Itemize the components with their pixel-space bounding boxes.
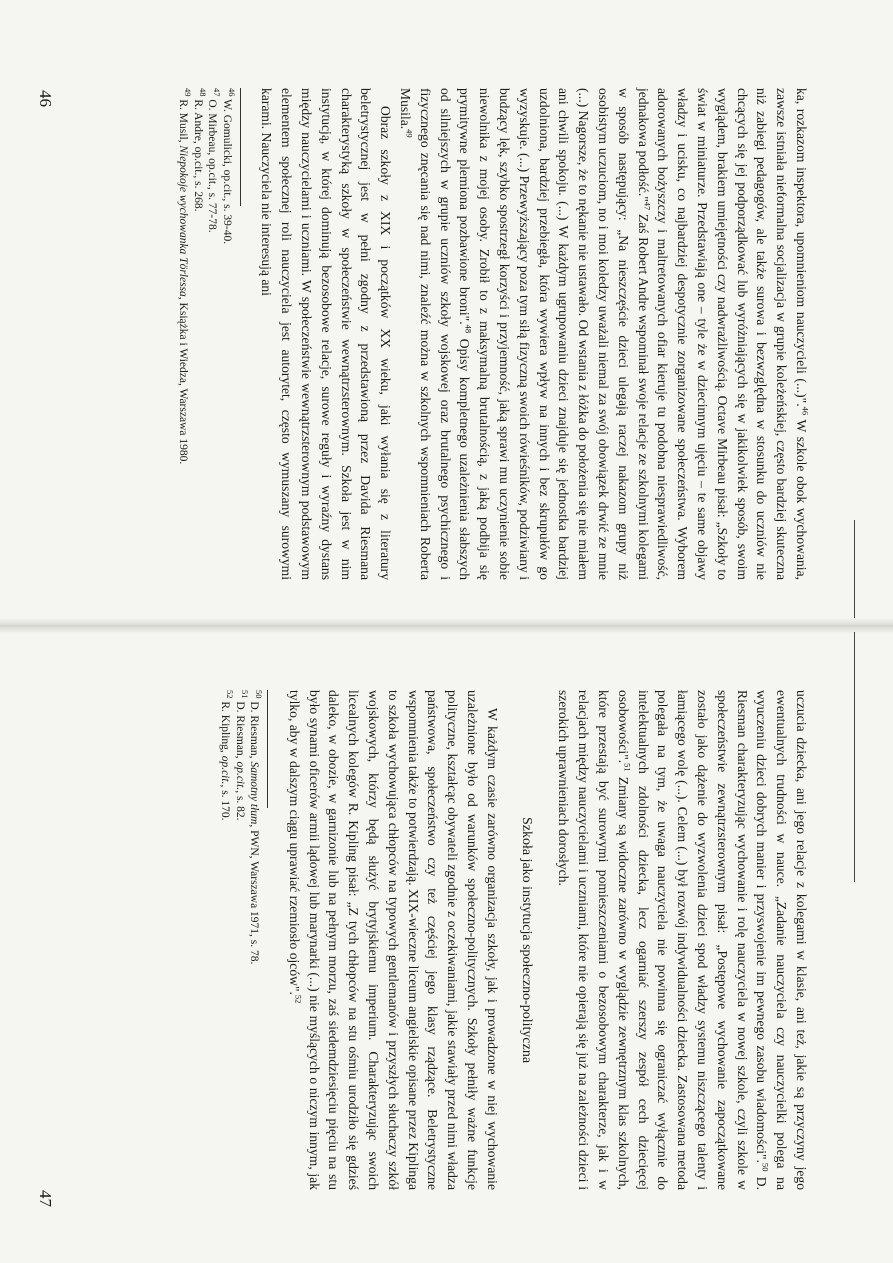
footnote: $^{49}$ R. Musil, Niepokoje wychowanka Törlessa, Książka i Wiedza, Warszawa 1980. (177, 88, 194, 465)
footnote: $^{52}$ R. Kipling, op.cit., s. 170. (219, 690, 235, 821)
footnote-rule (267, 690, 268, 808)
footnote-rule (240, 88, 241, 206)
left-body (176, 88, 811, 580)
paragraph: W każdym czasie zarówno organizacja szkoły, jak i prowadzone w niej wychowanie uzależnione było od warunków społeczno-politycznych. Szkoły pełniły ważne funkcje polityczne, kształcąc obywateli zgodnie z oczekiwaniami, jakie stawiały przed nimi władza państwowa, społeczeństwo czy też częściej jego klasy rządzące. Beletrystyczne wspomnienia także to potwierdzają. XIX-wieczne liceum angielskie opisane przez Kiplinga to szkoła wychowująca chłopców na typowych gentlemanów i przyszłych słuchaczy szkół wojskowych, którzy będą służyć brytyjskiemu imperium. Charakteryzując swoich licealnych kolegów R. Kipling pisał: „Z tych chłopców na stu ośmiu urodziło się gdzieś daleko, w obozie, w garnizonie lub na pełnym morzu, zaś siedemdziesięciu pięciu na stu było synami oficerów armii lądowej lub marynarki (...) nie myślących o niczym innym, jak tylko, aby w dalszym ciągu uprawiać rzemiosło ojców".$^{52}$ (286, 690, 500, 1190)
top-rule (854, 632, 855, 882)
page-number: 47 (36, 1190, 55, 1207)
section-heading: Szkoła jako instytucja społeczno-polityczna (518, 816, 534, 1064)
footnotes (176, 88, 237, 580)
paragraph: ka, rozkazom inspektora, upomnieniom nauczycieli (...)".$^{46}$ W szkole obok wychowania, zawsze istniała nieformalna socjalizacja w grupie koleżeńskiej, często bardziej skuteczna niż zabiegi pedagogów, ale także surowa i bezwzględna w stosunku do uczniów nie chcących się jej podporządkować lub wyróżniających się w jakikolwiek sposób, swoim wyglądem, brakiem umiejętności czy nadwrażliwością. Octave Mirbeau pisał: „Szkoły to świat w miniaturze. Przedstawiają one – tyle że w dziecinnym ujęciu – te same objawy władzy i ucisku, co najbardziej despotycznie zorganizowane społeczeństwa. Wyborem adorowanych bożyszczy i maltretowanych ofiar kieruje tu podobna niesprawiedliwość, jednakowa podłość."$^{47}$ Zaś Robert Andre wspominał swoje relacje ze szkolnymi kolegami w sposób następujący: „Na nieszczęście dzieci ulegają raczej nakazom grupy niż osobistym uczuciom, no i moi koledzy uważali niemal za swój obowiązek drwić ze mnie (...) Nagorsze, że to nękanie nie ustawało. Od wstania z łóżka do położenia się nie miałem ani chwili spokoju. (...) W każdym ugrupowaniu dzieci znajduje się jednostka bardziej uzdolniona, bardziej przebiegła, która wywiera wpływ na innych i bez skrupułów go wyzyskuje. (...) Przewyższający poza tym siłą fizyczną swoich rówieśników, podziwiany i budzący lęk, szybko spostrzegł korzyści i przyjemność, jaką sprawi mu uczynienie sobie niewolnika z mojej osoby. Zrobił to z maksymalną brutalnością, z jaką podbija się prymitywne plemiona pozbawione broni".$^{48}$ Opisy kompletnego uzależnienia słabszych od silniejszych w grupie uczniów szkoły wojskowej oraz brutalnego psychicznego i fizycznego znęcania się nad nimi, znaleźć można w szkolnych wspomnieniach Roberta Musila.$^{49}$ (398, 88, 811, 580)
footnote: $^{46}$ W. Gomulicki, op.cit., s. 39-40. (220, 88, 237, 245)
footnote: $^{48}$ R. Andre, op.cit., s. 268. (191, 88, 208, 212)
paragraph: uczucia dziecka, ani jego relacje z kolegami w klasie, ani też, jakie są przyczyny jego ewentualnych trudności w nauce. „Zadanie nauczyciela czy nauczycielki polega na wyuczeniu dzieci dobrych manier i przyswojenie im pewnego zasobu wiadomości".$^{50}$ D. Riesman charakteryzując wychowanie i rolę nauczyciela w nowej szkole, czyli szkole w społeczeństwie zewnątrzsterownym pisał: „Postępowe wychowanie zapoczątkowane zostało jako dążenie do wyzwolenia dzieci spod władzy systemu niszczącego talenty i łamiącego wolę (...). Celem (...) był rozwój indywidualności dziecka. Zastosowana metoda polegała na tym, że uwaga nauczyciela nie powinna się ograniczać wyłącznie do intelektualnych zdolności dziecka, lecz ogarniać szerszy zespół cech dziecięcej osobowości".$^{51}$ Zmiany są widoczne zarówno w wyglądzie zewnętrznym klas szkolnych, które przestają być surowymi pomieszczeniami o bezosobowym charakterze, jak i w relacjach między nauczycielami i uczniami, które nie opierają się już na zależności dzieci i szerokich uprawnieniach dorosłych. (556, 690, 809, 1190)
right-body (218, 690, 811, 1190)
footnotes (218, 690, 262, 1190)
footnote: $^{51}$ D. Riesman, op.cit., s. 82. (233, 690, 250, 821)
left-page (0, 0, 893, 625)
top-rule (854, 520, 855, 625)
page-number: 46 (36, 90, 55, 107)
footnote: $^{50}$ D. Riesman, Samotny tłum, PWN, Warszawa 1971, s. 78. (248, 690, 264, 965)
paragraph: Obraz szkoły z XIX i początków XX wieku, jaki wyłania się z literatury beletrystycznej jest w pełni zgodny z przedstawioną przez Davida Riesmana charakterystyką szkoły w społeczeństwie wewnątrzsterownym. Szkoła jest w nim instytucją, w której dominują bezosobowe relacje, surowe reguły i wyraźny dystans między nauczycielami i uczniami. W społeczeństwie wewnątrzsterownym podstawowym elementem społecznej roli nauczyciela jest autorytet, często wymuszany surowymi karami. Nauczyciela nie interesują ani (259, 88, 394, 580)
right-page (0, 632, 893, 1263)
footnote: $^{47}$ O. Mirbeau, op.cit., s. 77-78. (206, 88, 223, 233)
